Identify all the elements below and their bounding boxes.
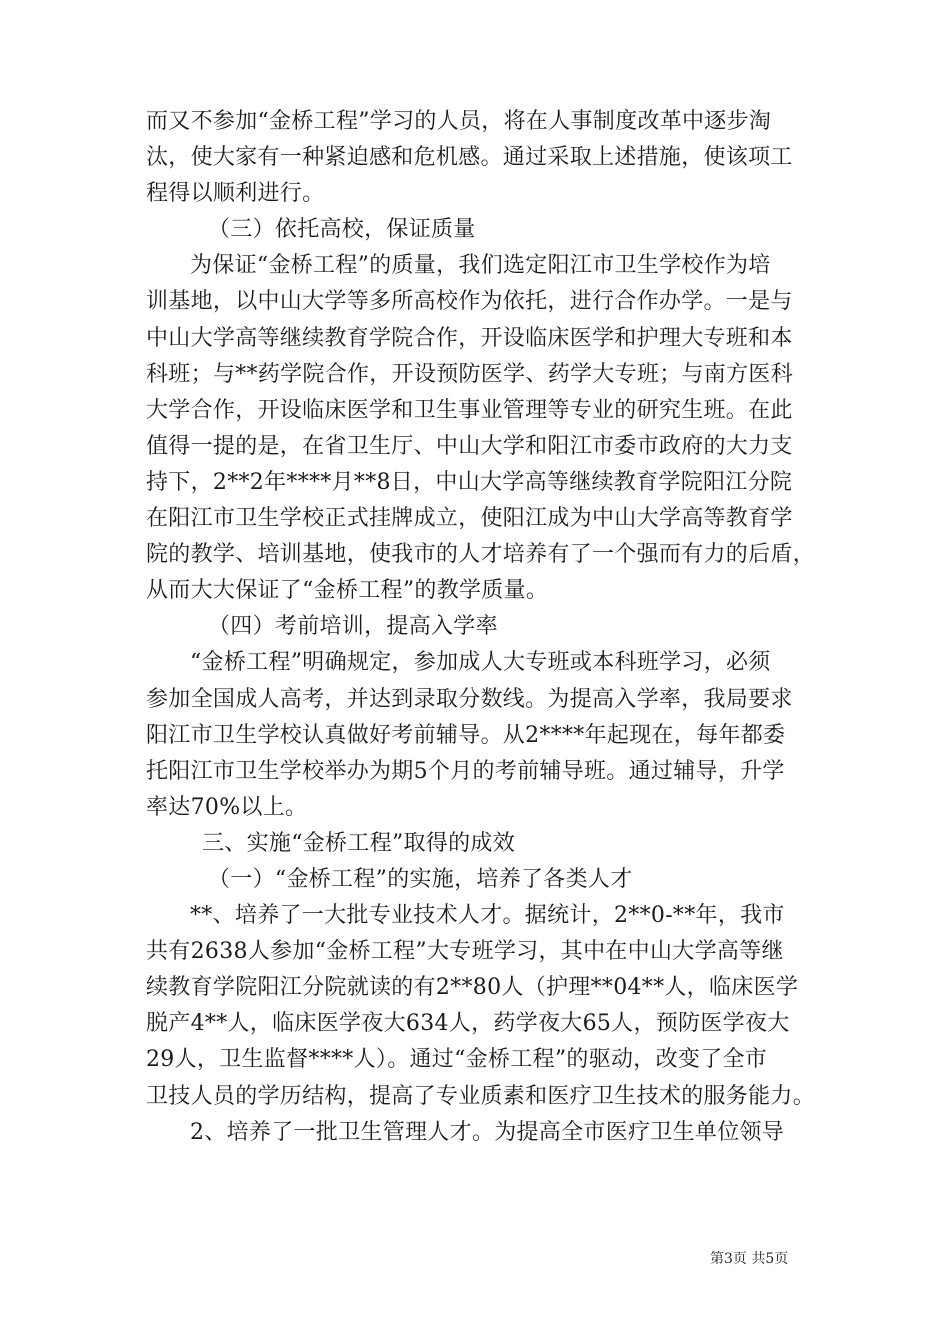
paragraph-first-line: 为保证“金桥工程”的质量，我们选定阳江市卫生学校作为培 xyxy=(190,253,771,279)
body-line: 科班；与**药学院合作，开设预防医学、药学大专班；与南方医科 xyxy=(146,361,794,387)
paragraph-first-line: “金桥工程”明确规定，参加成人大专班或本科班学习，必须 xyxy=(190,650,771,676)
body-line: 而又不参加“金桥工程”学习的人员，将在人事制度改革中逐步淘 xyxy=(146,109,772,134)
paragraph-first-line: 2、培养了一批卫生管理人才。为提高全市医疗卫生单位领导 xyxy=(190,1119,785,1145)
body-line: 中山大学高等继续教育学院合作，开设临床医学和护理大专班和本 xyxy=(146,325,793,351)
section-heading: （三）依托高校，保证质量 xyxy=(208,217,476,243)
body-line: 值得一提的是，在省卫生厅、中山大学和阳江市委市政府的大力支 xyxy=(146,433,793,459)
section-heading: （一）“金桥工程”的实施，培养了各类人才 xyxy=(208,866,633,892)
body-line: 在阳江市卫生学校正式挂牌成立，使阳江成为中山大学高等教育学 xyxy=(146,506,793,532)
body-line: 托阳江市卫生学校举办为期5个月的考前辅导班。通过辅导，升学 xyxy=(146,758,785,784)
body-line: 脱产4**人，临床医学夜大634人，药学夜大65人，预防医学夜大 xyxy=(146,1011,790,1037)
document-body xyxy=(146,104,816,1151)
body-line: 汰，使大家有一种紧迫感和危机感。通过采取上述措施，使该项工 xyxy=(146,145,793,171)
body-line: 续教育学院阳江分院就读的有2**80人（护理**04**人，临床医学 xyxy=(146,975,799,1001)
paragraph-first-line: **、培养了一大批专业技术人才。据统计，2**0-**年，我市 xyxy=(190,903,785,929)
body-line: 共有2638人参加“金桥工程”大专班学习，其中在中山大学高等继 xyxy=(146,939,784,965)
body-line: 程得以顺利进行。 xyxy=(146,181,325,207)
body-line: 阳江市卫生学校认真做好考前辅导。从2****年起现在，每年都委 xyxy=(146,722,786,748)
body-line: 卫技人员的学历结构，提高了专业质素和医疗卫生技术的服务能力。 xyxy=(146,1083,816,1109)
page-number-footer: 第3页 共5页 xyxy=(710,1251,789,1267)
body-line: 参加全国成人高考，并达到录取分数线。为提高入学率，我局要求 xyxy=(146,686,793,712)
body-line: 训基地，以中山大学等多所高校作为依托，进行合作办学。一是与 xyxy=(146,289,793,315)
chapter-heading: 三、实施“金桥工程”取得的成效 xyxy=(202,830,515,856)
section-heading: （四）考前培训，提高入学率 xyxy=(208,614,498,640)
body-line: 率达70%以上。 xyxy=(146,794,308,820)
body-line: 29人，卫生监督****人）。通过“金桥工程”的驱动，改变了全市 xyxy=(146,1047,768,1073)
body-line: 从而大大保证了“金桥工程”的教学质量。 xyxy=(146,578,549,604)
body-line: 持下，2**2年****月**8日，中山大学高等继续教育学院阳江分院 xyxy=(146,469,793,495)
body-line: 大学合作，开设临床医学和卫生事业管理等专业的研究生班。在此 xyxy=(146,397,793,423)
body-line: 院的教学、培训基地，使我市的人才培养有了一个强而有力的后盾， xyxy=(146,542,816,568)
